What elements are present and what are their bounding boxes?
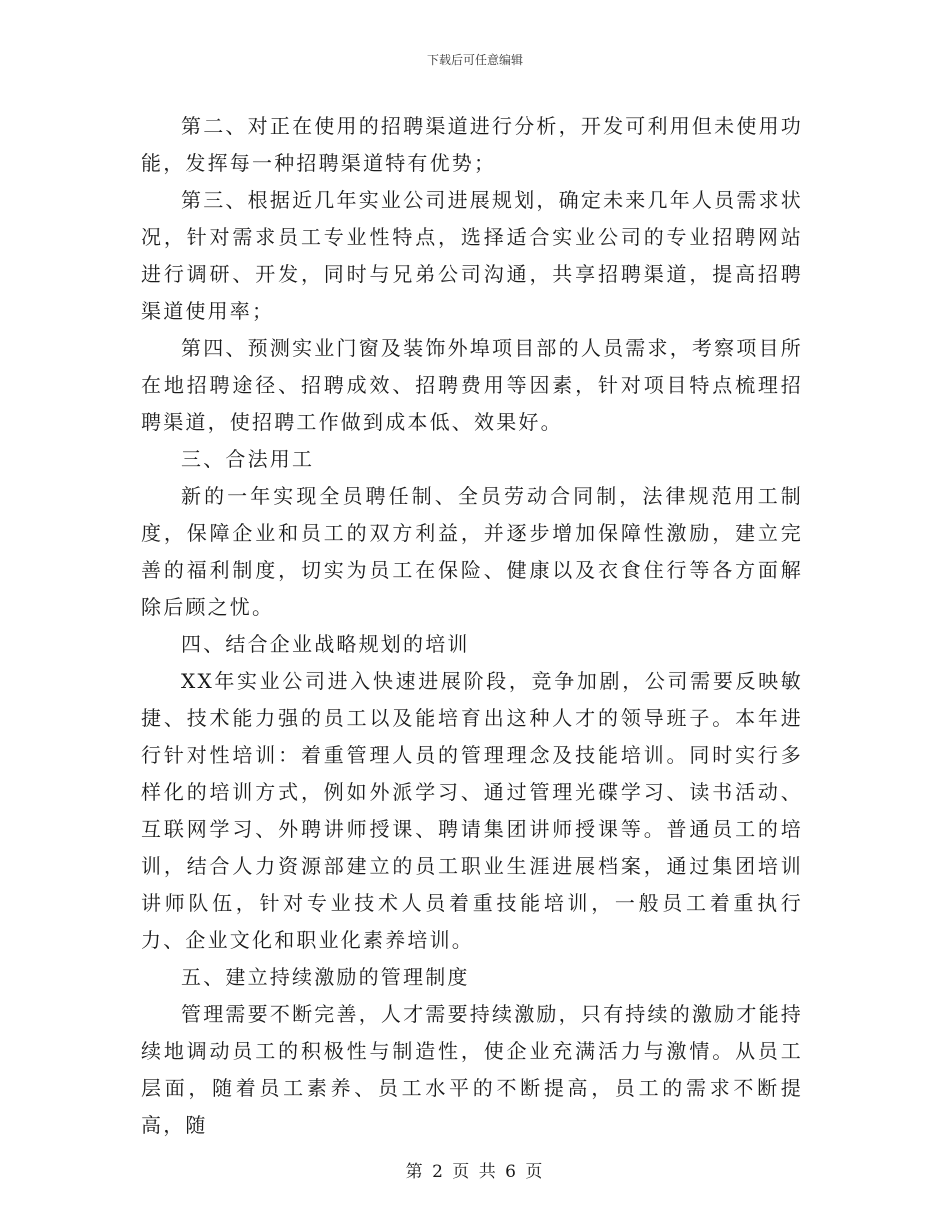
heading-strategic-training: 四、结合企业战略规划的培训 <box>181 632 470 656</box>
paragraph-strategic-training: XX年实业公司进入快速进展阶段，竞争加剧，公司需要反映敏捷、技术能力强的员工以及能培育出这种人才的领导班子。本年进行针对性培训：着重管理人员的管理理念及技能培训。同时实行多样化的培训方式，例如外派学习、通过管理光碟学习、读书活动、互联网学习、外聘讲师授课、聘请集团讲师授课等。普通员工的培训，结合人力资源部建立的员工职业生涯进展档案，通过集团培训讲师队伍，针对专业技术人员着重技能培训，一般员工着重执行力、企业文化和职业化素养培训。 <box>141 669 803 952</box>
paragraph-demand-planning: 第三、根据近几年实业公司进展规划，确定未来几年人员需求状况，针对需求员工专业性特点，选择适合实业公司的专业招聘网站进行调研、开发，同时与兄弟公司沟通，共享招聘渠道，提高招聘渠道使用率； <box>141 188 803 323</box>
paragraph-legal-employment: 新的一年实现全员聘任制、全员劳动合同制，法律规范用工制度，保障企业和员工的双方利益，并逐步增加保障性激励，建立完善的福利制度，切实为员工在保险、健康以及衣食住行等各方面解除后顾之忧。 <box>141 484 803 619</box>
paragraph-project-forecast: 第四、预测实业门窗及装饰外埠项目部的人员需求，考察项目所在地招聘途径、招聘成效、招聘费用等因素，针对项目特点梳理招聘渠道，使招聘工作做到成本低、效果好。 <box>141 336 803 434</box>
page-header: 下载后可任意编辑 <box>426 53 523 67</box>
document-body <box>141 108 803 1144</box>
heading-incentive-system: 五、建立持续激励的管理制度 <box>181 965 470 989</box>
paragraph-incentive-system: 管理需要不断完善，人才需要持续激励，只有持续的激励才能持续地调动员工的积极性与制造性，使企业充满活力与激情。从员工层面，随着员工素养、员工水平的不断提高，员工的需求不断提高，随 <box>141 1002 803 1137</box>
page-number-footer: 第 2 页 共 6 页 <box>405 1162 545 1182</box>
paragraph-channel-analysis: 第二、对正在使用的招聘渠道进行分析，开发可利用但未使用功能，发挥每一种招聘渠道特有优势； <box>141 114 803 175</box>
heading-legal-employment: 三、合法用工 <box>181 447 315 471</box>
